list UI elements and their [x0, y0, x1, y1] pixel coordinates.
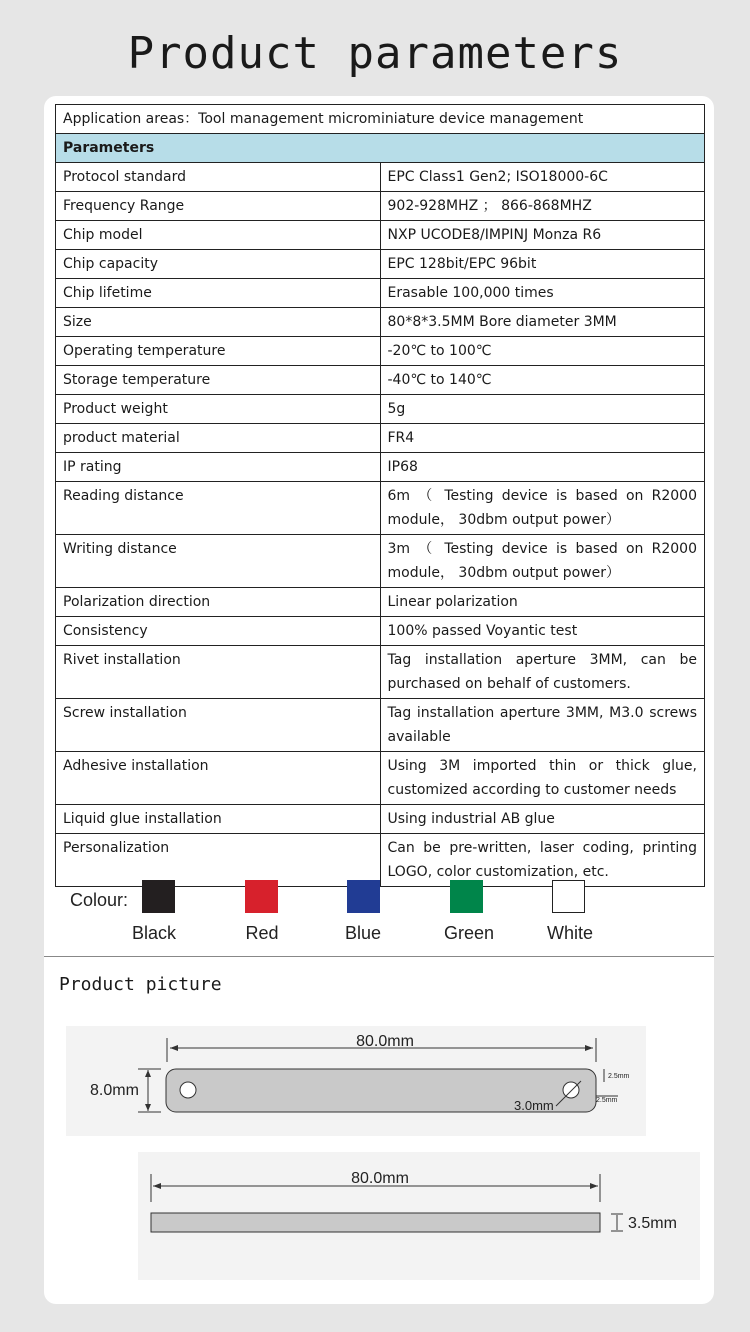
param-value: -20℃ to 100℃ — [380, 337, 705, 366]
param-name: Product weight — [56, 395, 381, 424]
page-title: Product parameters — [127, 28, 623, 79]
param-value: 902-928MHZ ； 866-868MHZ — [380, 192, 705, 221]
param-name: Size — [56, 308, 381, 337]
offset-top-label: 2.5mm — [608, 1073, 630, 1080]
section-header-row — [56, 134, 705, 163]
offset-side-label: 2.5mm — [596, 1097, 618, 1104]
tag-side-outline — [151, 1213, 600, 1232]
param-name: Adhesive installation — [56, 752, 381, 805]
table-row — [56, 308, 705, 337]
table-row — [56, 752, 705, 805]
blue-swatch — [347, 880, 380, 913]
length-label: 80.0mm — [356, 1033, 414, 1050]
param-value: NXP UCODE8/IMPINJ Monza R6 — [380, 221, 705, 250]
table-row — [56, 192, 705, 221]
param-name: Operating temperature — [56, 337, 381, 366]
param-value: EPC 128bit/EPC 96bit — [380, 250, 705, 279]
param-name: Frequency Range — [56, 192, 381, 221]
application-cell: Application areas：Tool management microminiature device management — [56, 105, 705, 134]
table-row — [56, 163, 705, 192]
param-name: Chip lifetime — [56, 279, 381, 308]
param-value: EPC Class1 Gen2; ISO18000-6C — [380, 163, 705, 192]
table-row — [56, 424, 705, 453]
green-label: Green — [443, 923, 495, 943]
param-name: Polarization direction — [56, 588, 381, 617]
application-row — [56, 105, 705, 134]
thickness-label: 3.5mm — [628, 1215, 677, 1232]
section-header: Parameters — [56, 134, 705, 163]
param-name: Protocol standard — [56, 163, 381, 192]
param-value: IP68 — [380, 453, 705, 482]
black-swatch — [142, 880, 175, 913]
param-value: Erasable 100,000 times — [380, 279, 705, 308]
param-value: Using industrial AB glue — [380, 805, 705, 834]
white-label: White — [546, 923, 593, 943]
table-row — [56, 250, 705, 279]
side-view-drawing — [138, 1152, 700, 1280]
top-view-drawing — [66, 1026, 646, 1136]
table-row — [56, 279, 705, 308]
param-name: Screw installation — [56, 699, 381, 752]
param-value: Linear polarization — [380, 588, 705, 617]
green-swatch — [450, 880, 483, 913]
table-row — [56, 395, 705, 424]
picture-title: Product picture — [59, 974, 222, 995]
param-name: Chip capacity — [56, 250, 381, 279]
table-row — [56, 221, 705, 250]
param-name: Writing distance — [56, 535, 381, 588]
red-label: Red — [245, 923, 279, 943]
table-row — [56, 805, 705, 834]
table-row — [56, 699, 705, 752]
table-row — [56, 617, 705, 646]
param-name: Rivet installation — [56, 646, 381, 699]
mounting-hole — [180, 1082, 196, 1098]
param-value: 6m （ Testing device is based on R2000 module， 30dbm output power） — [380, 482, 705, 535]
table-row — [56, 337, 705, 366]
black-label: Black — [131, 923, 176, 943]
table-row — [56, 646, 705, 699]
param-value: 80*8*3.5MM Bore diameter 3MM — [380, 308, 705, 337]
param-name: Chip model — [56, 221, 381, 250]
table-row — [56, 366, 705, 395]
param-value: Tag installation aperture 3MM, can be purchased on behalf of customers. — [380, 646, 705, 699]
param-name: product material — [56, 424, 381, 453]
param-name: Reading distance — [56, 482, 381, 535]
param-name: Personalization — [56, 834, 381, 887]
white-swatch — [552, 880, 585, 913]
param-value: Using 3M imported thin or thick glue, customized according to customer needs — [380, 752, 705, 805]
table-row — [56, 482, 705, 535]
width-label: 8.0mm — [90, 1082, 139, 1099]
param-name: Consistency — [56, 617, 381, 646]
param-value: -40℃ to 140℃ — [380, 366, 705, 395]
param-name: Storage temperature — [56, 366, 381, 395]
colour-label: Colour: — [70, 890, 129, 910]
param-value: 100% passed Voyantic test — [380, 617, 705, 646]
parameters-table — [55, 104, 705, 887]
red-swatch — [245, 880, 278, 913]
mounting-hole — [563, 1082, 579, 1098]
hole-label: 3.0mm — [514, 1098, 554, 1113]
param-value: 5g — [380, 395, 705, 424]
param-value: FR4 — [380, 424, 705, 453]
table-row — [56, 453, 705, 482]
table-row — [56, 535, 705, 588]
table-row — [56, 588, 705, 617]
param-value: Can be pre-written, laser coding, printing LOGO, color customization, etc. — [380, 834, 705, 887]
param-name: IP rating — [56, 453, 381, 482]
blue-label: Blue — [344, 923, 382, 943]
param-value: Tag installation aperture 3MM, M3.0 screws available — [380, 699, 705, 752]
param-name: Liquid glue installation — [56, 805, 381, 834]
section-divider — [44, 956, 714, 957]
param-value: 3m （ Testing device is based on R2000 module， 30dbm output power） — [380, 535, 705, 588]
side-length-label: 80.0mm — [351, 1170, 409, 1187]
